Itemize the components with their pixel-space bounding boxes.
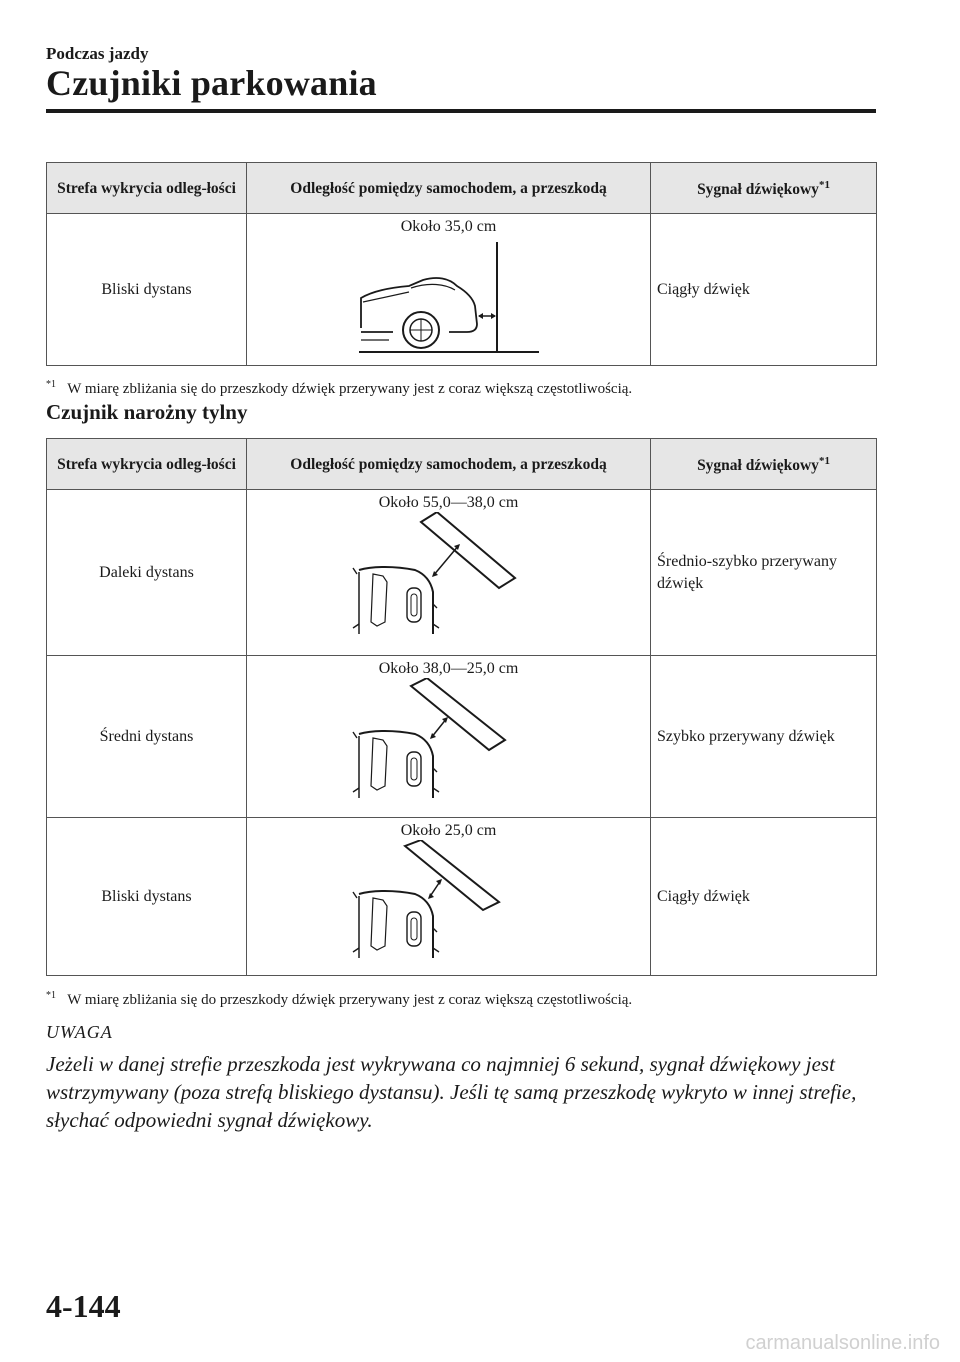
footnote: $^{*1}$ W miarę zbliżania się do przeszkody dźwięk przerywany jest z coraz większą częstotliwością. xyxy=(46,379,633,397)
sound-cell: Ciągły dźwięk xyxy=(651,818,877,976)
zone-cell: Daleki dystans xyxy=(47,490,247,656)
column-header-sound: Sygnał dźwiękowy$^{*1}$ xyxy=(651,163,877,214)
column-header-zone: Strefa wykrycia odleg-łości xyxy=(47,163,247,214)
page-number: 4-144 xyxy=(46,1288,121,1324)
distance-label: Około 38,0—25,0 cm xyxy=(378,660,519,677)
section-heading: Czujnik narożny tylny xyxy=(46,400,248,424)
table-row xyxy=(47,214,877,366)
distance-label: Około 25,0 cm xyxy=(400,822,497,839)
table-row xyxy=(47,656,877,818)
corner-car-obstacle-icon xyxy=(349,678,549,804)
zone-cell: Bliski dystans xyxy=(47,214,247,366)
sound-cell: Średnio-szybko przerywany dźwięk xyxy=(651,490,877,656)
sound-cell: Szybko przerywany dźwięk xyxy=(651,656,877,818)
watermark: carmanualsonline.info xyxy=(745,1332,940,1354)
footnote: $^{*1}$ W miarę zbliżania się do przeszkody dźwięk przerywany jest z coraz większą częstotliwością. xyxy=(46,990,633,1008)
corner-car-obstacle-icon xyxy=(349,840,549,964)
note-title: UWAGA xyxy=(46,1022,113,1042)
section-label: Podczas jazdy xyxy=(46,44,149,63)
column-header-zone: Strefa wykrycia odleg-łości xyxy=(47,439,247,490)
column-header-distance: Odległość pomiędzy samochodem, a przeszkodą xyxy=(247,439,651,490)
sound-cell: Ciągły dźwięk xyxy=(651,214,877,366)
diagram-cell xyxy=(247,214,651,366)
zone-cell: Bliski dystans xyxy=(47,818,247,976)
diagram-cell xyxy=(247,818,651,976)
corner-car-obstacle-icon xyxy=(349,512,549,642)
table-row xyxy=(47,490,877,656)
distance-label: Około 55,0—38,0 cm xyxy=(378,494,519,511)
column-header-distance: Odległość pomiędzy samochodem, a przeszkodą xyxy=(247,163,651,214)
column-header-sound: Sygnał dźwiękowy$^{*1}$ xyxy=(651,439,877,490)
note-body: Jeżeli w danej strefie przeszkoda jest wykrywana co najmniej 6 sekund, sygnał dźwiękowy jest wstrzymywany (poza strefą bliskiego dystansu). Jeśli tę samą przeszkodę wykryto w innej strefie, słychać odpowiedni sygnał dźwiękowy. xyxy=(46,1052,857,1132)
title-divider xyxy=(46,109,876,113)
zone-cell: Średni dystans xyxy=(47,656,247,818)
table-row xyxy=(47,818,877,976)
rear-car-wall-icon xyxy=(349,236,549,356)
page-title: Czujniki parkowania xyxy=(46,63,377,103)
distance-label: Około 35,0 cm xyxy=(400,218,497,235)
rear-sensor-table xyxy=(46,162,877,366)
diagram-cell xyxy=(247,490,651,656)
diagram-cell xyxy=(247,656,651,818)
corner-sensor-table xyxy=(46,438,877,976)
